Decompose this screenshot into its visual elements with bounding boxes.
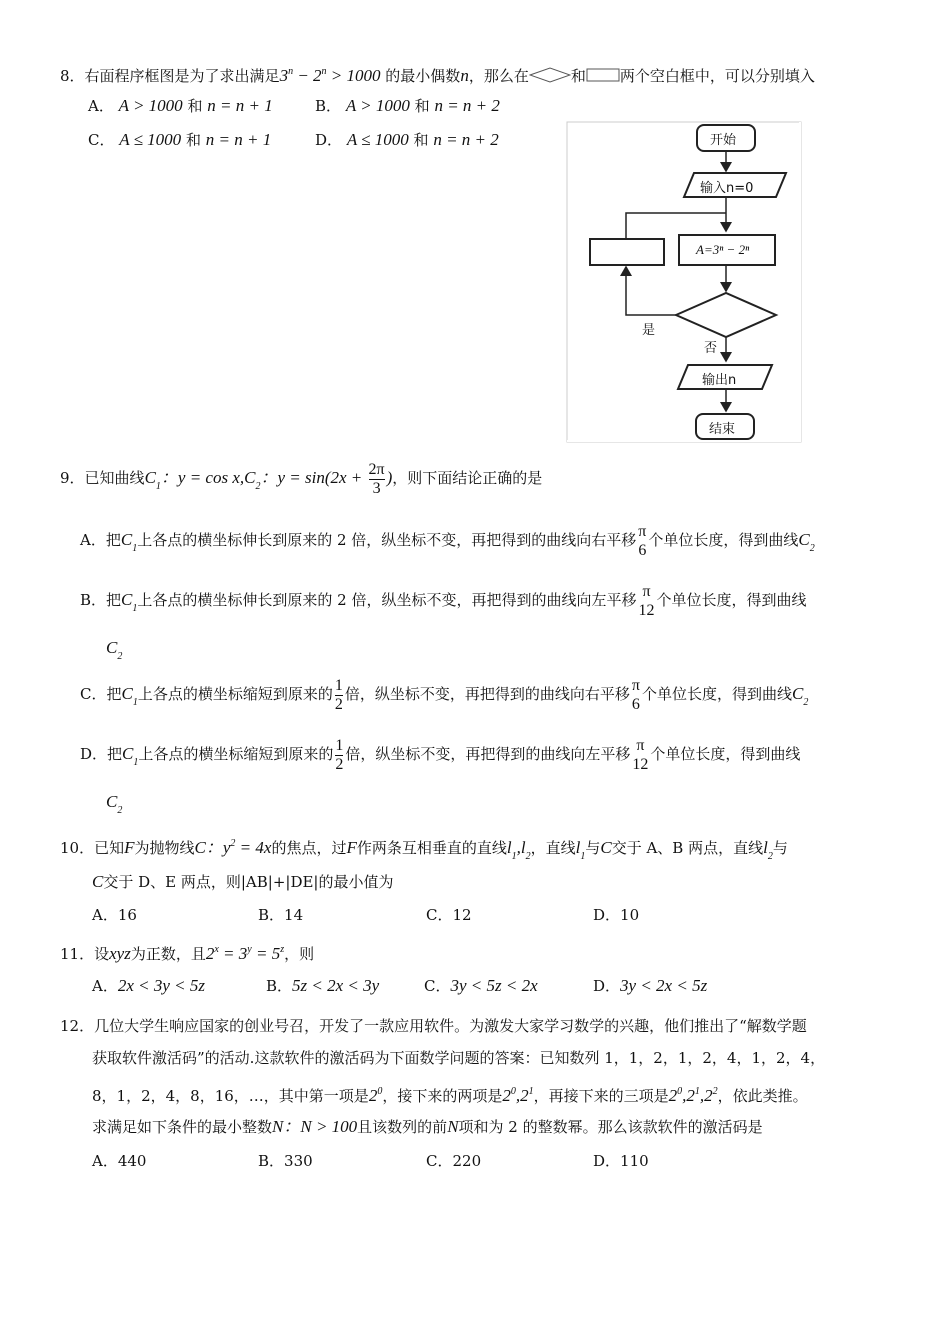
q12-line2: 获取软件激活码”的活动.这款软件的激活码为下面数学问题的答案：已知数列 1，1，2，1，2，4，1，2，4， — [92, 1049, 826, 1067]
q8-stem: 8．右面程序框图是为了求出满足$3^n - 2^n > 1000$ 的最小偶数n，那么在 和 两个空白框中，可以分别填入 — [60, 62, 815, 88]
flowchart — [566, 121, 802, 443]
flowchart-yes-label: 是 — [642, 323, 656, 338]
q12-line1: 12．几位大学生响应国家的创业号召，开发了一款应用软件。为激发大家学习数学的兴趣，他们推出了“解数学题 — [60, 1017, 807, 1035]
q8-option-c: C． A ≤ 1000 和 n = n + 1 — [88, 130, 272, 149]
q9-option-c: C．把$C_1$上各点的横坐标缩短到原来的 $\frac{1}{2}$ 倍，纵坐标不变，再把得到的曲线向右平移 $\frac{\pi}{6}$ 个单位长度，得到曲线$C_2$ — [80, 676, 809, 713]
flowchart-compute-label: A=3ⁿ − 2ⁿ — [696, 242, 750, 257]
q12-option-d: D．110 — [593, 1152, 649, 1170]
q12-line4: 求满足如下条件的最小整数N：N > 100且该数列的前N项和为 2 的整数幂。那么该款软件的激活码是 — [92, 1117, 763, 1136]
q10-option-c: C．12 — [426, 906, 472, 924]
flowchart-end-label: 结束 — [709, 422, 736, 437]
q11-option-a: A．2x < 3y < 5z — [92, 976, 205, 995]
flowchart-no-label: 否 — [704, 341, 718, 356]
q10-option-d: D．10 — [593, 906, 640, 924]
q9-option-b: B．把$C_1$上各点的横坐标伸长到原来的 2 倍，纵坐标不变，再把得到的曲线向左平移 $\frac{\pi}{12}$ 个单位长度，得到曲线 — [80, 582, 807, 619]
q11-option-d: D．3y < 2x < 5z — [593, 976, 708, 995]
q8-option-d: D． A ≤ 1000 和 n = n + 2 — [315, 130, 499, 149]
diamond-box-icon — [529, 67, 571, 88]
q8-option-b: B． A > 1000 和 n = n + 2 — [315, 96, 500, 115]
q11-option-b: B．5z < 2x < 3y — [266, 976, 380, 995]
flowchart-input-label: 输入n=0 — [700, 181, 754, 196]
q9-option-d-curve: $C_2$ — [106, 792, 123, 816]
q10-stem-line1: 10．已知F为抛物线C：$y^2 = 4x$的焦点，过F作两条互相垂直的直线$l_1,l_2$，直线$l_1$与C交于 A、B 两点，直线$l_2$与 — [60, 838, 788, 862]
q10-option-b: B．14 — [258, 906, 304, 924]
flowchart-start-label: 开始 — [710, 133, 737, 148]
q12-line3: 8，1，2，4，8，16，…，其中第一项是$2^0$，接下来的两项是$2^0,2^1$，再接下来的三项是$2^0,2^1,2^2$，依此类推。 — [92, 1086, 808, 1105]
q9-option-b-curve: $C_2$ — [106, 638, 123, 662]
q9-option-a: A．把$C_1$上各点的横坐标伸长到原来的 2 倍，纵坐标不变，再把得到的曲线向右平移 $\frac{\pi}{6}$ 个单位长度，得到曲线$C_2$ — [80, 522, 815, 559]
q12-option-b: B．330 — [258, 1152, 313, 1170]
q9-fraction: $\frac{2\pi}{3}$ — [368, 460, 385, 497]
q12-option-c: C．220 — [426, 1152, 482, 1170]
q11-stem: 11．设xyz为正数，且$2^x = 3^y = 5^z$，则 — [60, 944, 315, 963]
q11-option-c: C．3y < 5z < 2x — [424, 976, 538, 995]
q8-option-a: A． A > 1000 和 n = n + 1 — [88, 96, 273, 115]
rectangle-box-icon — [586, 67, 620, 87]
q9-option-d: D．把$C_1$上各点的横坐标缩短到原来的 $\frac{1}{2}$ 倍，纵坐标不变，再把得到的曲线向左平移 $\frac{\pi}{12}$ 个单位长度，得到曲线 — [80, 736, 801, 773]
q9-stem: 9．已知曲线$C_1$：$y = \cos x,C_2$：y = sin(2x + $\frac{2\pi}{3}$ )，则下面结论正确的是 — [60, 460, 543, 497]
q12-option-a: A．440 — [92, 1152, 147, 1170]
q10-option-a: A．16 — [92, 906, 137, 924]
flowchart-output-label: 输出n — [702, 373, 737, 388]
flowchart-blank-box — [590, 239, 664, 265]
q10-stem-line2: C交于 D、E 两点，则|AB|+|DE|的最小值为 — [92, 872, 394, 891]
